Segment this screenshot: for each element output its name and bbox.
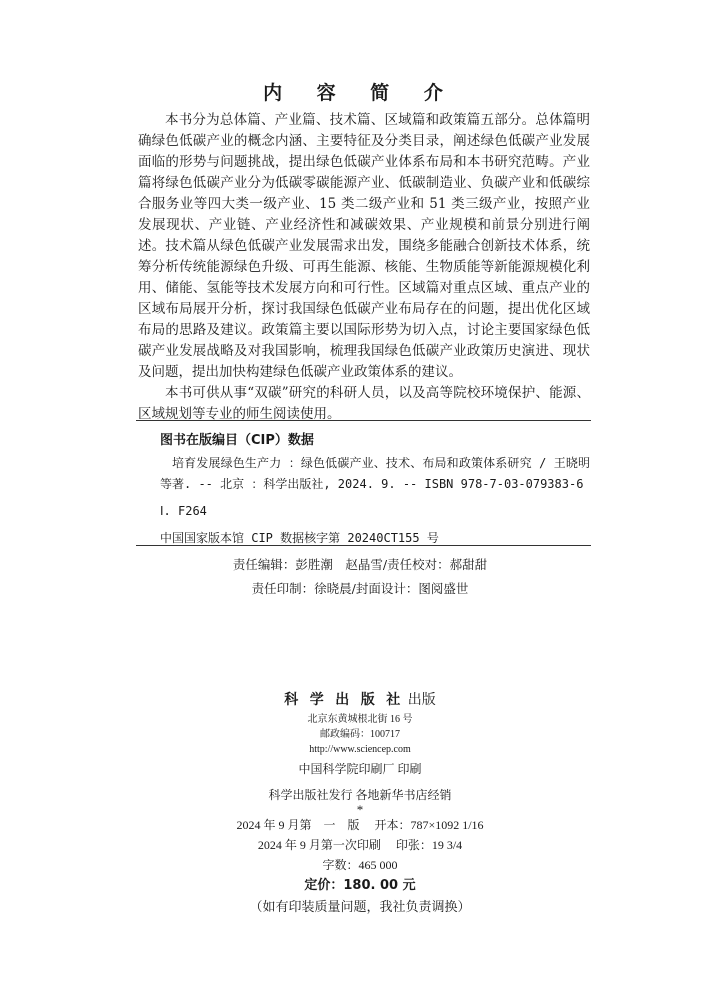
publisher-suffix: 出版 [407,693,436,708]
summary-paragraph: 本书可供从事“双碳”研究的科研人员，以及高等院校环境保护、能源、区域规划等专业的师生阅读使用。 [138,385,590,422]
printing-line: 2024 年 9 月第一次印刷 印张：19 3/4 [257,838,463,852]
imprint-block [0,690,720,918]
postal-code: 邮政编码：100717 [320,729,400,740]
word-count: 字数：465 000 [322,858,398,872]
distribution-line: 科学出版社发行 各地新华书店经销 [268,788,452,802]
cip-classification: Ⅰ. F264 [160,504,207,518]
publisher-address: 北京东黄城根北街 16 号 [307,714,413,725]
cip-bottom-divider [136,545,591,546]
cip-top-divider [136,420,591,421]
summary-paragraph: 本书分为总体篇、产业篇、技术篇、区域篇和政策篇五部分。总体篇明确绿色低碳产业的概念内涵、主要特征及分类目录，阐述绿色低碳产业发展面临的形势与问题挑战，提出绿色低碳产业体系布局和本书研究范畴。产业篇将绿色低碳产业分为低碳零碳能源产业、低碳制造业、负碳产业和低碳综合服务业等四大类一级产业、15 类二级产业和 51 类三级产业，按照产业发展现状、产业链、产业经济性和减碳效果、产业规模和前景分别进行阐述。技术篇从绿色低碳产业发展需求出发，围绕多能融合创新技术体系，统筹分析传统能源绿色升级、可再生能源、核能、生物质能等新能源规模化利用、储能、氢能等技术发展方向和可行性。区域篇对重点区域、重点产业的区域布局展开分析，探讨我国绿色低碳产业布局存在的问题，提出优化区域布局的思路及建议。政策篇主要以国际形势为切入点，讨论主要国家绿色低碳产业发展战略及对我国影响，梳理我国绿色低碳产业政策历史演进、现状及问题，提出加快构建绿色低碳产业政策体系的建议。 [138,112,590,380]
cip-verification: 中国国家版本馆 CIP 数据核字第 20240CT155 号 [160,531,439,545]
editors-block [0,553,720,601]
price: 定价：180. 00 元 [304,878,416,893]
cip-block [160,453,590,549]
editors-line: 责任编辑：彭胜潮 赵晶雪/责任校对：郝甜甜 [232,557,488,572]
separator-star: * [356,802,364,817]
quality-notice: （如有印装质量问题，我社负责调换） [249,899,471,914]
edition-line: 2024 年 9 月第 一 版 开本：787×1092 1/16 [236,818,484,832]
publisher-name: 科 学 出 版 社 [284,693,405,708]
publisher-line [0,690,720,712]
publisher-url: http://www.sciencep.com [309,744,411,755]
summary-title: 内 容 简 介 [263,82,457,104]
summary-text [138,110,590,425]
cip-record: 培育发展绿色生产力 ：绿色低碳产业、技术、布局和政策体系研究 / 王晓明等著. -- 北京 ：科学出版社, 2024. 9. -- ISBN 978-7-03-079383-6 [160,456,590,491]
printer-line: 中国科学院印刷厂 印刷 [298,762,422,776]
cip-heading: 图书在版编目（CIP）数据 [160,433,314,448]
editors-line: 责任印制：徐晓晨/封面设计：图阅盛世 [251,581,469,596]
